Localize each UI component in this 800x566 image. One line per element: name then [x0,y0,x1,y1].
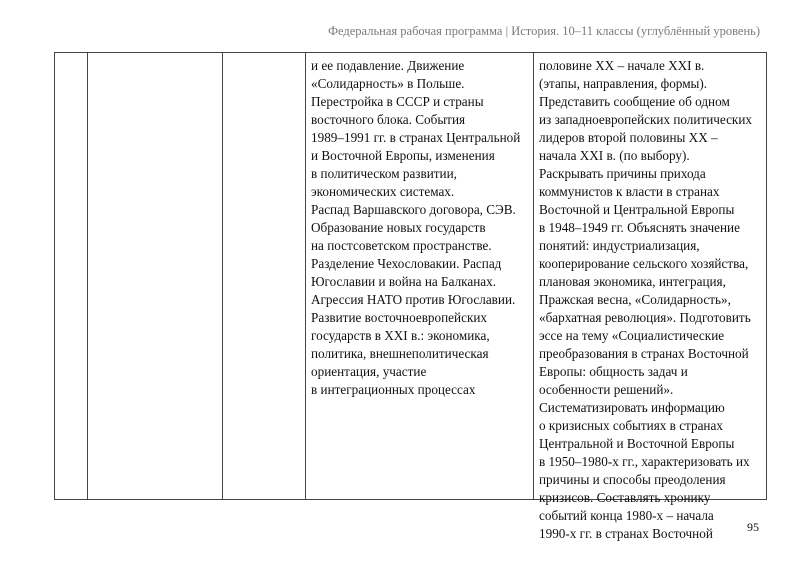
text-line: Перестройка в СССР и страны [311,94,484,109]
text-line: экономических системах. [311,184,455,199]
text-line: кризисов. Составлять хронику [539,490,711,505]
text-line: «Солидарность» в Польше. [311,76,465,91]
text-line: начала XXI в. (по выбору). [539,148,690,163]
text-line: Югославии и война на Балканах. [311,274,497,289]
text-line: Развитие восточноевропейских [311,310,487,325]
column-divider [87,53,88,499]
text-line: в интеграционных процессах [311,382,476,397]
text-line: из западноевропейских политических [539,112,752,127]
text-line: 1990-х гг. в странах Восточной [539,526,713,541]
text-line: Раскрывать причины прихода [539,166,706,181]
text-line: Распад Варшавского договора, СЭВ. [311,202,516,217]
text-line: причины и способы преодоления [539,472,726,487]
text-line: коммунистов к власти в странах [539,184,720,199]
text-line: о кризисных событиях в странах [539,418,723,433]
text-line: понятий: индустриализация, [539,238,700,253]
content-cell [311,57,520,399]
column-divider [222,53,223,499]
text-line: Систематизировать информацию [539,400,725,415]
text-line: преобразования в странах Восточной [539,346,749,361]
text-line: половине XX – начале XXI в. [539,58,705,73]
text-line: «бархатная революция». Подготовить [539,310,751,325]
column-divider [305,53,306,499]
text-line: в политическом развитии, [311,166,457,181]
page-number: 95 [747,520,759,534]
text-line: в 1948–1949 гг. Объяснять значение [539,220,740,235]
activities-cell [539,57,752,543]
curriculum-table [54,52,767,541]
text-line: ориентация, участие [311,364,427,379]
text-line: и Восточной Европы, изменения [311,148,495,163]
running-header: Федеральная рабочая программа | История. 10–11 классы (углублённый уровень) [328,24,760,38]
text-line: на постсоветском пространстве. [311,238,492,253]
column-divider [533,53,534,499]
text-line: Разделение Чехословакии. Распад [311,256,502,271]
text-line: лидеров второй половины XX – [539,130,718,145]
text-line: плановая экономика, интеграция, [539,274,726,289]
text-line: особенности решений». [539,382,674,397]
text-line: Пражская весна, «Солидарность», [539,292,731,307]
text-line: восточного блока. События [311,112,466,127]
text-line: Представить сообщение об одном [539,94,730,109]
text-line: Агрессия НАТО против Югославии. [311,292,516,307]
text-line: 1989–1991 гг. в странах Центральной [311,130,521,145]
text-line: и ее подавление. Движение [311,58,465,73]
text-line: в 1950–1980-х гг., характеризовать их [539,454,750,469]
text-line: (этапы, направления, формы). [539,76,708,91]
text-line: государств в XXI в.: экономика, [311,328,490,343]
text-line: кооперирование сельского хозяйства, [539,256,749,271]
text-line: эссе на тему «Социалистические [539,328,725,343]
text-line: Европы: общность задач и [539,364,688,379]
text-line: Восточной и Центральной Европы [539,202,735,217]
text-line: событий конца 1980-х – начала [539,508,714,523]
text-line: политика, внешнеполитическая [311,346,489,361]
text-line: Центральной и Восточной Европы [539,436,735,451]
text-line: Образование новых государств [311,220,486,235]
